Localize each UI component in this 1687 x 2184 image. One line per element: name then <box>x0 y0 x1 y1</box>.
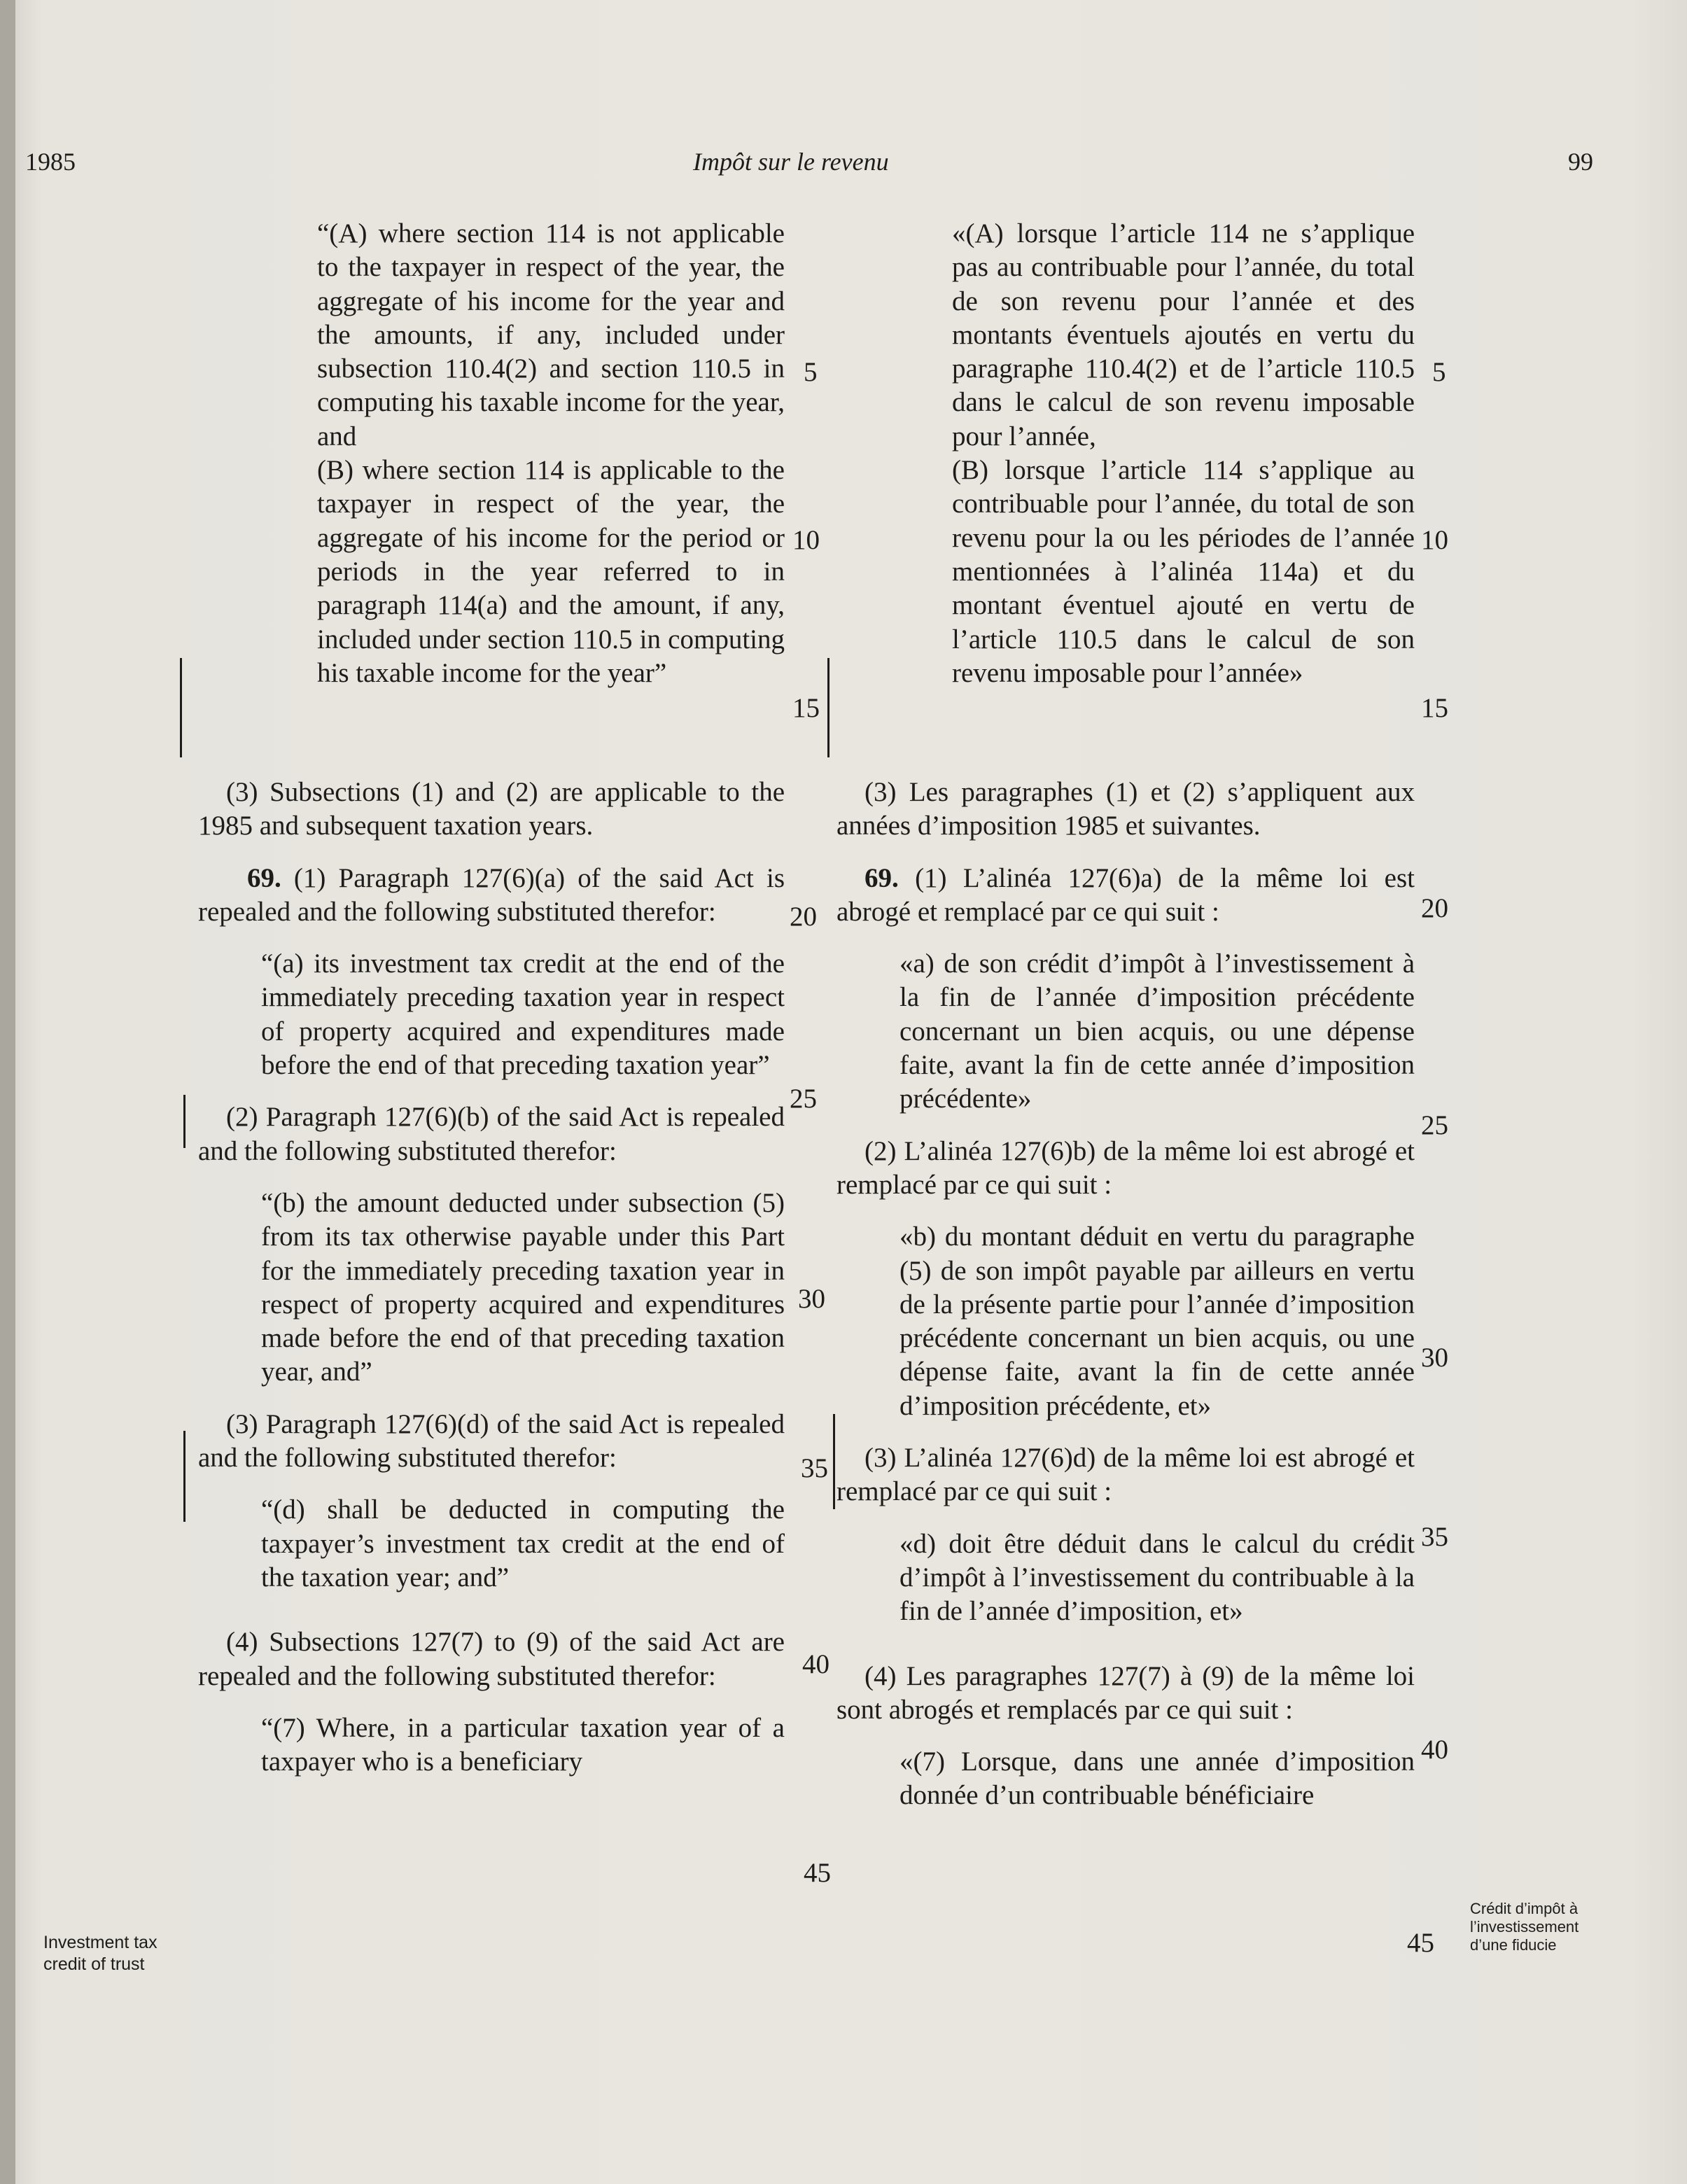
revision-bar <box>183 1431 186 1522</box>
en-para-2: (B) where section 114 is applicable to the taxpayer in respect of the year, the aggregate of his income for the period or periods in the year referred to in paragraph 114(a) and the amount, if any, included under section 110.5 in computing his taxable income for the year” <box>317 455 785 688</box>
en-line-number: 25 <box>790 1084 817 1114</box>
en-para-1: “(A) where section 114 is not applicable to the taxpayer in respect of the year, the aggregate of his income for the year and the amounts, if any, included under subsection 110.4(2) and section 110.5 in computing his taxable income for the year, and <box>317 218 785 451</box>
en-section-69 <box>198 862 785 930</box>
en-section-69-number: 69. <box>247 862 281 893</box>
fr-line-number: 5 <box>1432 357 1446 387</box>
en-quote-d: “(d) shall be deducted in computing the taxpayer’s investment tax credit at the end of the taxation year; and” <box>261 1494 785 1592</box>
revision-bar <box>827 658 830 757</box>
en-line-number: 40 <box>802 1649 830 1679</box>
en-line-number: 15 <box>792 693 820 723</box>
header-page-number: 99 <box>1568 148 1593 176</box>
fr-line-number: 35 <box>1421 1522 1448 1552</box>
en-line-number: 30 <box>798 1284 825 1314</box>
fr-line-number: 40 <box>1421 1735 1448 1765</box>
en-quote-a: “(a) its investment tax credit at the end of the immediately preceding taxation year in respect of property acquired and expenditures made before the end of that preceding taxation year” <box>261 948 785 1081</box>
en-line-number: 35 <box>801 1453 828 1483</box>
fr-section-69-number: 69. <box>864 862 899 893</box>
en-line-number: 20 <box>790 902 817 932</box>
fr-line-number: 20 <box>1421 893 1448 923</box>
en-line-number: 45 <box>804 1858 831 1888</box>
en-sub-3: (3) Paragraph 127(6)(d) of the said Act is repealed and the following substituted therefor: <box>198 1408 785 1474</box>
fr-line-number: 45 <box>1407 1928 1434 1958</box>
header-title: Impôt sur le revenu <box>693 148 889 176</box>
margin-note-english: Investment tax credit of trust <box>43 1933 158 1974</box>
fr-line-number: 15 <box>1421 693 1448 723</box>
fr-line-number: 30 <box>1421 1343 1448 1373</box>
en-sub-4: (4) Subsections 127(7) to (9) of the said Act are repealed and the following substituted therefor: <box>198 1627 785 1691</box>
en-para-3: (3) Subsections (1) and (2) are applicable to the 1985 and subsequent taxation years. <box>198 777 785 841</box>
en-line-number: 10 <box>792 525 820 555</box>
fr-section-69 <box>836 862 1415 930</box>
fr-quote-7: «(7) Lorsque, dans une année d’imposition donnée d’un contribuable bénéficiaire <box>899 1746 1415 1811</box>
en-quote-7: “(7) Where, in a particular taxation year of a taxpayer who is a beneficiary <box>261 1712 785 1777</box>
fr-sub-3: (3) L’alinéa 127(6)d) de la même loi est abrogé et remplacé par ce qui suit : <box>836 1443 1415 1507</box>
revision-bar <box>833 1414 835 1509</box>
french-column-lower <box>836 776 1415 1813</box>
fr-quote-a: «a) de son crédit d’impôt à l’investissement à la fin de l’année d’imposition précédente concernant un bien acquis, ou une dépense faite, avant la fin de cette année d’imposition précédente» <box>899 948 1415 1114</box>
revision-bar <box>183 1095 186 1148</box>
en-line-number: 5 <box>804 357 818 387</box>
english-column <box>198 217 785 690</box>
fr-para-3: (3) Les paragraphes (1) et (2) s’appliquent aux années d’imposition 1985 et suivantes. <box>836 777 1415 841</box>
fr-quote-d: «d) doit être déduit dans le calcul du crédit d’impôt à l’investissement du contribuable à la fin de l’année d’imposition, et» <box>899 1528 1415 1627</box>
margin-note-french: Crédit d’impôt à l’investissement d’une fiducie <box>1470 1900 1579 1954</box>
en-section-69-text: (1) Paragraph 127(6)(a) of the said Act is repealed and the following substituted therefor: <box>198 862 785 927</box>
fr-line-number: 25 <box>1421 1110 1448 1140</box>
fr-para-2: (B) lorsque l’article 114 s’applique au contribuable pour l’année, du total de son revenu pour la ou les périodes de l’année mentionnées à l’alinéa 114a) et du montant éventuel ajouté en vertu de l’article 110.5 dans le calcul de son revenu imposable pour l’année» <box>952 455 1415 688</box>
french-column <box>836 217 1415 690</box>
fr-quote-b: «b) du montant déduit en vertu du paragraphe (5) de son impôt payable par ailleurs en vertu de la présente partie pour l’année d’imposition précédente concernant un bien acquis, ou une dépense faite, avant la fin de cette année d’imposition précédente, et» <box>899 1222 1415 1421</box>
binding-shadow <box>0 0 15 2184</box>
fr-para-1: «(A) lorsque l’article 114 ne s’applique pas au contribuable pour l’année, du total de son revenu pour l’année et des montants éventuels ajoutés en vertu du paragraphe 110.4(2) et de l’article 110.5 dans le calcul de son revenu imposable pour l’année, <box>952 218 1415 451</box>
fr-section-69-text: (1) L’alinéa 127(6)a) de la même loi est abrogé et remplacé par ce qui suit : <box>836 862 1415 927</box>
fr-sub-4: (4) Les paragraphes 127(7) à (9) de la même loi sont abrogés et remplacés par ce qui suit : <box>836 1660 1415 1725</box>
header-year: 1985 <box>25 148 76 176</box>
en-sub-2: (2) Paragraph 127(6)(b) of the said Act is repealed and the following substituted therefor: <box>198 1102 785 1166</box>
fr-sub-2: (2) L’alinéa 127(6)b) de la même loi est abrogé et remplacé par ce qui suit : <box>836 1135 1415 1200</box>
revision-bar <box>180 658 182 757</box>
fr-line-number: 10 <box>1421 525 1448 555</box>
english-column-lower <box>198 776 785 1779</box>
en-quote-b: “(b) the amount deducted under subsection (5) from its tax otherwise payable under this Part for the immediately preceding taxation year in respect of property acquired and expenditures made before the end of that preceding taxation year, and” <box>261 1187 785 1387</box>
